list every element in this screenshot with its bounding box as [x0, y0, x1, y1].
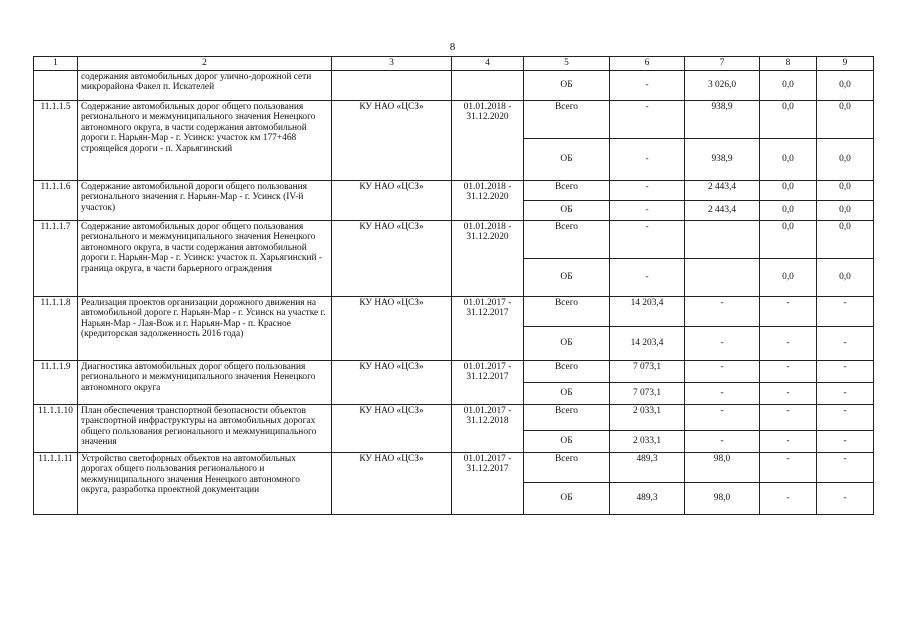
value-col7: -	[685, 383, 760, 405]
table-row	[34, 453, 874, 483]
value-col7: -	[685, 361, 760, 383]
value-col8: 0,0	[760, 259, 817, 297]
funding-source: ОБ	[524, 383, 610, 405]
value-col8: 0,0	[760, 101, 817, 139]
value-col6: -	[610, 201, 685, 221]
row-period: 01.01.2018 - 31.12.2020	[452, 101, 524, 181]
header-cell: 6	[610, 57, 685, 71]
row-number: 11.1.1.11	[34, 453, 78, 515]
header-cell: 1	[34, 57, 78, 71]
value-col7: 938,9	[685, 139, 760, 181]
row-number: 11.1.1.9	[34, 361, 78, 405]
row-period	[452, 71, 524, 101]
funding-source: ОБ	[524, 201, 610, 221]
row-executor: КУ НАО «ЦСЗ»	[332, 221, 452, 297]
value-col9: 0,0	[817, 201, 874, 221]
table-row	[34, 361, 874, 383]
funding-source: Всего	[524, 181, 610, 201]
value-col9: -	[817, 405, 874, 431]
value-col7: 938,9	[685, 101, 760, 139]
table-row	[34, 405, 874, 431]
value-col8: 0,0	[760, 221, 817, 259]
row-number: 11.1.1.6	[34, 181, 78, 221]
table-row	[34, 221, 874, 259]
funding-source: ОБ	[524, 259, 610, 297]
value-col6: 7 073,1	[610, 361, 685, 383]
value-col8: -	[760, 453, 817, 483]
value-col6: -	[610, 71, 685, 101]
funding-source: ОБ	[524, 71, 610, 101]
row-name: Диагностика автомобильных дорог общего пользования регионального и межмуниципального значения Ненецкого автономного округа	[78, 361, 332, 405]
value-col9: -	[817, 483, 874, 515]
value-col9: 0,0	[817, 221, 874, 259]
header-cell: 5	[524, 57, 610, 71]
row-number: 11.1.1.5	[34, 101, 78, 181]
value-col7: -	[685, 431, 760, 453]
row-period: 01.01.2017 - 31.12.2018	[452, 405, 524, 453]
value-col9: -	[817, 327, 874, 361]
row-name: содержания автомобильных дорог улично-дорожной сети микрорайона Факел п. Искателей	[78, 71, 332, 101]
value-col6: 2 033,1	[610, 405, 685, 431]
funding-source: Всего	[524, 361, 610, 383]
funding-source: Всего	[524, 297, 610, 327]
row-period: 01.01.2017 - 31.12.2017	[452, 361, 524, 405]
row-executor	[332, 71, 452, 101]
row-number	[34, 71, 78, 101]
value-col9: 0,0	[817, 101, 874, 139]
funding-source: Всего	[524, 405, 610, 431]
row-number: 11.1.1.10	[34, 405, 78, 453]
value-col9: -	[817, 431, 874, 453]
row-executor: КУ НАО «ЦСЗ»	[332, 405, 452, 453]
row-period: 01.01.2017 - 31.12.2017	[452, 453, 524, 515]
row-name: Содержание автомобильной дороги общего пользования регионального значения г. Нарьян-Мар - г. Усинск (IV-й участок)	[78, 181, 332, 221]
row-executor: КУ НАО «ЦСЗ»	[332, 181, 452, 221]
value-col7: -	[685, 297, 760, 327]
header-cell: 7	[685, 57, 760, 71]
value-col6: 7 073,1	[610, 383, 685, 405]
value-col8: -	[760, 405, 817, 431]
value-col7: 3 026,0	[685, 71, 760, 101]
row-executor: КУ НАО «ЦСЗ»	[332, 361, 452, 405]
value-col6: 489,3	[610, 483, 685, 515]
funding-source: ОБ	[524, 327, 610, 361]
row-name: Устройство светофорных объектов на автомобильных дорогах общего пользования регионального и межмуниципального значения Ненецкого автономного округа, разработка проектной документации	[78, 453, 332, 515]
value-col9: -	[817, 361, 874, 383]
value-col7	[685, 259, 760, 297]
value-col7: 2 443,4	[685, 181, 760, 201]
value-col8: -	[760, 383, 817, 405]
value-col9: -	[817, 383, 874, 405]
row-executor: КУ НАО «ЦСЗ»	[332, 453, 452, 515]
value-col7: 2 443,4	[685, 201, 760, 221]
value-col9: -	[817, 297, 874, 327]
value-col7: 98,0	[685, 453, 760, 483]
table-row	[34, 101, 874, 139]
value-col6: 14 203,4	[610, 327, 685, 361]
funding-source: ОБ	[524, 139, 610, 181]
table-row	[34, 71, 874, 101]
funding-source: Всего	[524, 101, 610, 139]
value-col8: 0,0	[760, 71, 817, 101]
program-table	[33, 56, 874, 515]
page-number: 8	[449, 41, 456, 53]
value-col6: -	[610, 259, 685, 297]
value-col9: 0,0	[817, 181, 874, 201]
funding-source: Всего	[524, 453, 610, 483]
row-executor: КУ НАО «ЦСЗ»	[332, 297, 452, 361]
value-col8: -	[760, 327, 817, 361]
value-col9: -	[817, 453, 874, 483]
value-col7	[685, 221, 760, 259]
value-col6: -	[610, 101, 685, 139]
funding-source: ОБ	[524, 431, 610, 453]
row-period: 01.01.2018 - 31.12.2020	[452, 221, 524, 297]
row-name: Содержание автомобильных дорог общего пользования регионального и межмуниципального значения Ненецкого автономного округа, в части содержания автомобильной дороги г. Нарьян-Мар - г. Усинск: участок п. Харьягинский - граница округа, в части барьерного ограждения	[78, 221, 332, 297]
value-col7: 98,0	[685, 483, 760, 515]
header-row	[34, 57, 874, 71]
header-cell: 2	[78, 57, 332, 71]
funding-source: ОБ	[524, 483, 610, 515]
value-col8: -	[760, 361, 817, 383]
header-cell: 3	[332, 57, 452, 71]
row-executor: КУ НАО «ЦСЗ»	[332, 101, 452, 181]
table-row	[34, 181, 874, 201]
value-col9: 0,0	[817, 259, 874, 297]
value-col6: -	[610, 181, 685, 201]
table-row	[34, 297, 874, 327]
header-cell: 4	[452, 57, 524, 71]
row-number: 11.1.1.8	[34, 297, 78, 361]
header-cell: 8	[760, 57, 817, 71]
value-col6: 489,3	[610, 453, 685, 483]
value-col7: -	[685, 327, 760, 361]
value-col8: 0,0	[760, 139, 817, 181]
row-period: 01.01.2018 - 31.12.2020	[452, 181, 524, 221]
row-name: План обеспечения транспортной безопасности объектов транспортной инфраструктуры на автомобильных дорогах общего пользования регионального и межмуниципального значения	[78, 405, 332, 453]
row-name: Реализация проектов организации дорожного движения на автомобильной дороге г. Нарьян-Мар - г. Усинск на участке г. Нарьян-Мар - Лая-Вож и г. Нарьян-Мар - п. Красное (кредиторская задолженность 2016 года)	[78, 297, 332, 361]
row-period: 01.01.2017 - 31.12.2017	[452, 297, 524, 361]
value-col6: 14 203,4	[610, 297, 685, 327]
value-col6: 2 033,1	[610, 431, 685, 453]
value-col6: -	[610, 221, 685, 259]
value-col9: 0,0	[817, 139, 874, 181]
value-col7: -	[685, 405, 760, 431]
row-name: Содержание автомобильных дорог общего пользования регионального и межмуниципального значения Ненецкого автономного округа, в части содержания автомобильной дороги г. Нарьян-Мар - г. Усинск: участок км 177+468 строящейся дороги - п. Харьягинский	[78, 101, 332, 181]
value-col8: -	[760, 431, 817, 453]
value-col9: 0,0	[817, 71, 874, 101]
funding-source: Всего	[524, 221, 610, 259]
value-col8: 0,0	[760, 181, 817, 201]
value-col8: -	[760, 297, 817, 327]
row-number: 11.1.1.7	[34, 221, 78, 297]
header-cell: 9	[817, 57, 874, 71]
value-col8: -	[760, 483, 817, 515]
value-col8: 0,0	[760, 201, 817, 221]
value-col6: -	[610, 139, 685, 181]
